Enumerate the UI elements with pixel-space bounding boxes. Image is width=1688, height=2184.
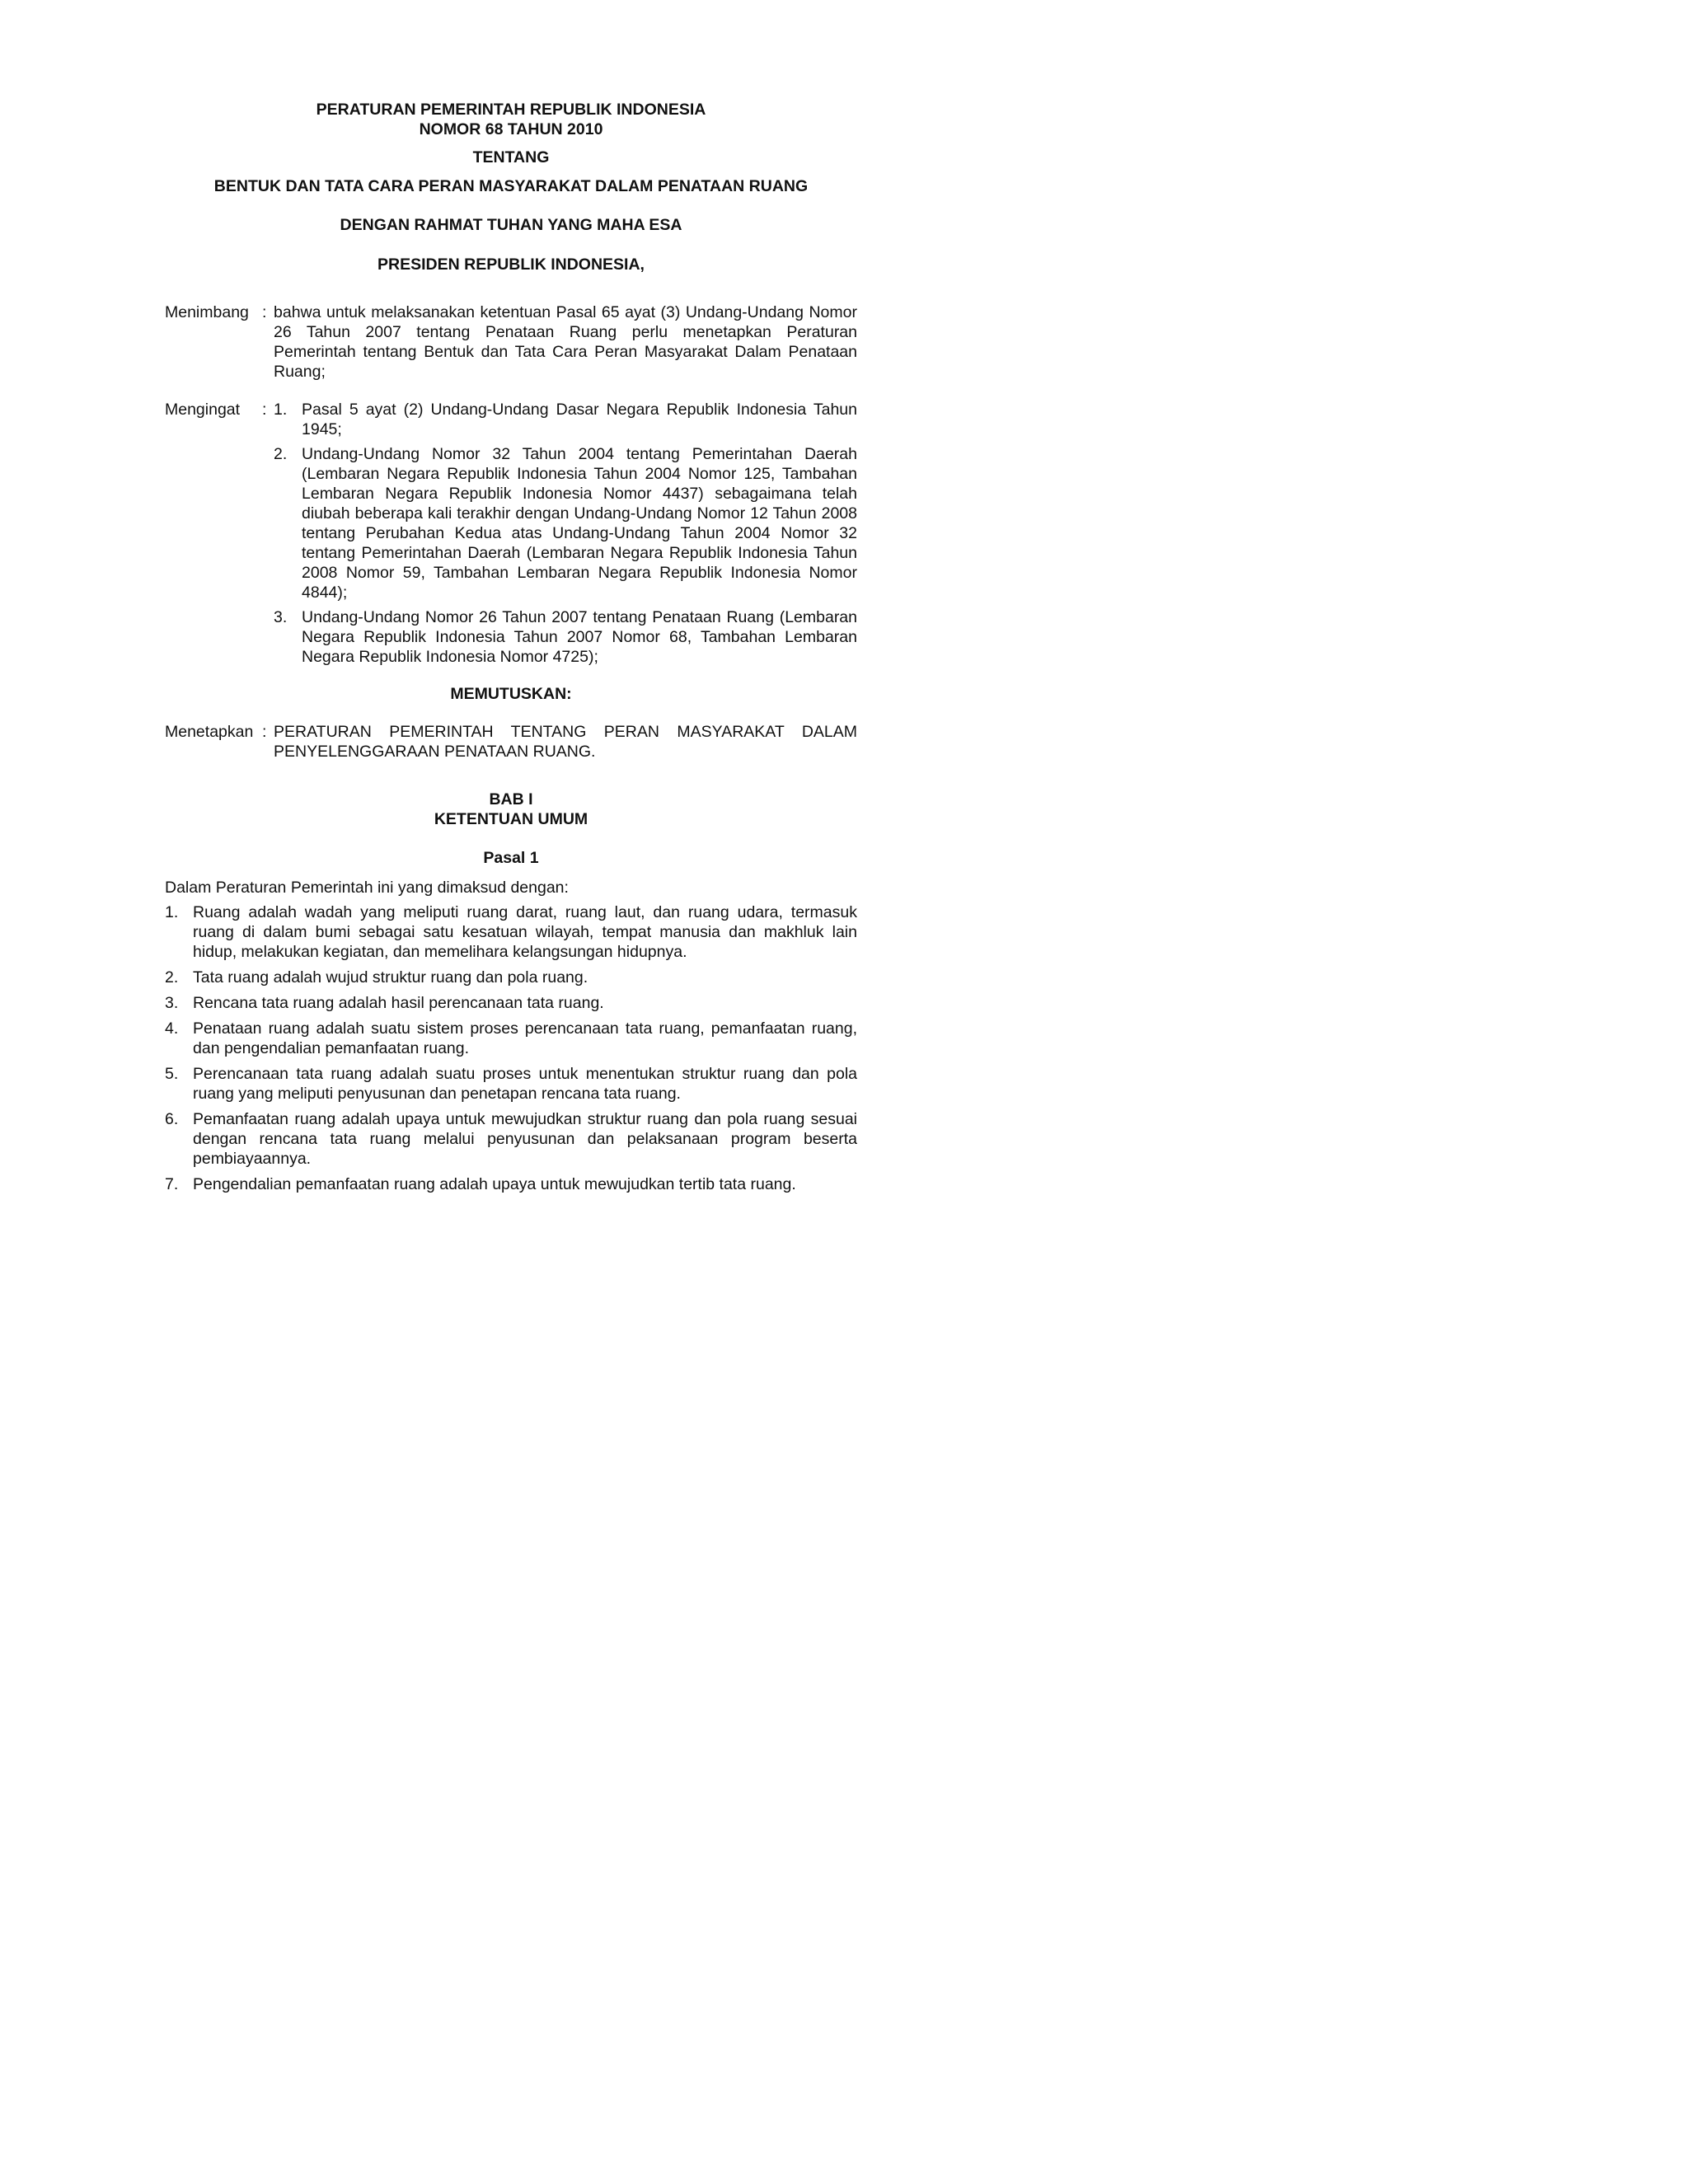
definition-item <box>165 993 857 1013</box>
menetapkan-section <box>165 722 857 762</box>
menetapkan-text: PERATURAN PEMERINTAH TENTANG PERAN MASYARAKAT DALAM PENYELENGGARAAN PENATAAN RUANG. <box>274 723 857 761</box>
article-intro: Dalam Peraturan Pemerintah ini yang dimaksud dengan: <box>165 879 569 897</box>
definition-text: Tata ruang adalah wujud struktur ruang dan pola ruang. <box>193 968 588 987</box>
mengingat-item-number: 1. <box>274 401 288 419</box>
article-title: Pasal 1 <box>483 849 539 867</box>
definition-text: Pengendalian pemanfaatan ruang adalah upaya untuk mewujudkan tertib tata ruang. <box>193 1175 796 1193</box>
mengingat-item-text: Undang-Undang Nomor 26 Tahun 2007 tentang Penataan Ruang (Lembaran Negara Republik Indonesia Tahun 2007 Nomor 68, Tambahan Lembaran Negara Republik Indonesia Nomor 4725); <box>302 608 857 666</box>
definition-text: Penataan ruang adalah suatu sistem proses perencanaan tata ruang, pemanfaatan ruang, dan pengendalian pemanfaatan ruang. <box>193 1019 857 1057</box>
definition-item <box>165 968 857 987</box>
mengingat-colon: : <box>262 401 267 419</box>
definition-number: 6. <box>165 1110 179 1128</box>
definition-text: Ruang adalah wadah yang meliputi ruang darat, ruang laut, dan ruang udara, termasuk ruang di dalam bumi sebagai satu kesatuan wilayah, tempat manusia dan makhluk lain hidup, melakukan kegiatan, dan memelihara kelangsungan hidupnya. <box>193 903 857 961</box>
memutuskan-heading: MEMUTUSKAN: <box>450 685 572 703</box>
menimbang-label: Menimbang <box>165 303 249 321</box>
definition-list <box>165 902 857 1194</box>
definition-number: 3. <box>165 994 179 1012</box>
definition-item <box>165 1109 857 1169</box>
definition-number: 5. <box>165 1065 179 1083</box>
mengingat-label: Mengingat <box>165 401 241 419</box>
menetapkan-colon: : <box>262 723 267 741</box>
definition-item <box>165 1019 857 1058</box>
definition-text: Pemanfaatan ruang adalah upaya untuk mewujudkan struktur ruang dan pola ruang sesuai dengan rencana tata ruang melalui penyusunan dan pelaksanaan program beserta pembiayaannya. <box>193 1110 857 1168</box>
mengingat-item-text: Undang-Undang Nomor 32 Tahun 2004 tentang Pemerintahan Daerah (Lembaran Negara Republik Indonesia Tahun 2004 Nomor 125, Tambahan Lembaran Negara Republik Indonesia Nomor 4437) sebagaimana telah diubah beberapa kali terakhir dengan Undang-Undang Nomor 12 Tahun 2008 tentang Perubahan Kedua atas Undang-Undang Tahun 2004 Nomor 32 tentang Pemerintahan Daerah (Lembaran Negara Republik Indonesia Tahun 2008 Nomor 59, Tambahan Lembaran Negara Republik Indonesia Nomor 4844); <box>302 445 857 602</box>
mengingat-item-number: 2. <box>274 445 288 463</box>
president-line: PRESIDEN REPUBLIK INDONESIA, <box>377 255 645 274</box>
tentang-heading: TENTANG <box>472 148 550 166</box>
menimbang-colon: : <box>262 303 267 321</box>
definition-item <box>165 902 857 962</box>
regulation-number: NOMOR 68 TAHUN 2010 <box>419 120 603 138</box>
definition-number: 7. <box>165 1175 179 1193</box>
chapter-title: BAB I <box>489 790 533 808</box>
chapter-subtitle: KETENTUAN UMUM <box>434 810 588 828</box>
definition-item <box>165 1064 857 1104</box>
mengingat-item <box>274 444 857 602</box>
article-body <box>165 878 857 1194</box>
regulation-title: PERATURAN PEMERINTAH REPUBLIK INDONESIA <box>316 101 706 119</box>
definition-number: 2. <box>165 968 179 987</box>
mengingat-item <box>274 400 857 439</box>
mengingat-section <box>165 400 857 667</box>
document-page <box>0 0 1009 1305</box>
definition-text: Perencanaan tata ruang adalah suatu proses untuk menentukan struktur ruang dan pola ruang yang meliputi penyusunan dan penetapan rencana tata ruang. <box>193 1065 857 1103</box>
menetapkan-label: Menetapkan <box>165 723 254 741</box>
definition-item <box>165 1174 857 1194</box>
regulation-subject: BENTUK DAN TATA CARA PERAN MASYARAKAT DALAM PENATAAN RUANG <box>213 177 809 195</box>
blessing-line: DENGAN RAHMAT TUHAN YANG MAHA ESA <box>340 216 682 234</box>
definition-text: Rencana tata ruang adalah hasil perencanaan tata ruang. <box>193 994 604 1012</box>
mengingat-item <box>274 607 857 667</box>
mengingat-item-text: Pasal 5 ayat (2) Undang-Undang Dasar Negara Republik Indonesia Tahun 1945; <box>302 401 857 438</box>
mengingat-item-number: 3. <box>274 608 288 626</box>
definition-number: 1. <box>165 903 179 921</box>
menimbang-section <box>165 302 857 382</box>
menimbang-text: bahwa untuk melaksanakan ketentuan Pasal 65 ayat (3) Undang-Undang Nomor 26 Tahun 2007 tentang Penataan Ruang perlu menetapkan Peraturan Pemerintah tentang Bentuk dan Tata Cara Peran Masyarakat Dalam Penataan Ruang; <box>274 303 857 381</box>
definition-number: 4. <box>165 1019 179 1038</box>
mengingat-list <box>274 400 857 667</box>
